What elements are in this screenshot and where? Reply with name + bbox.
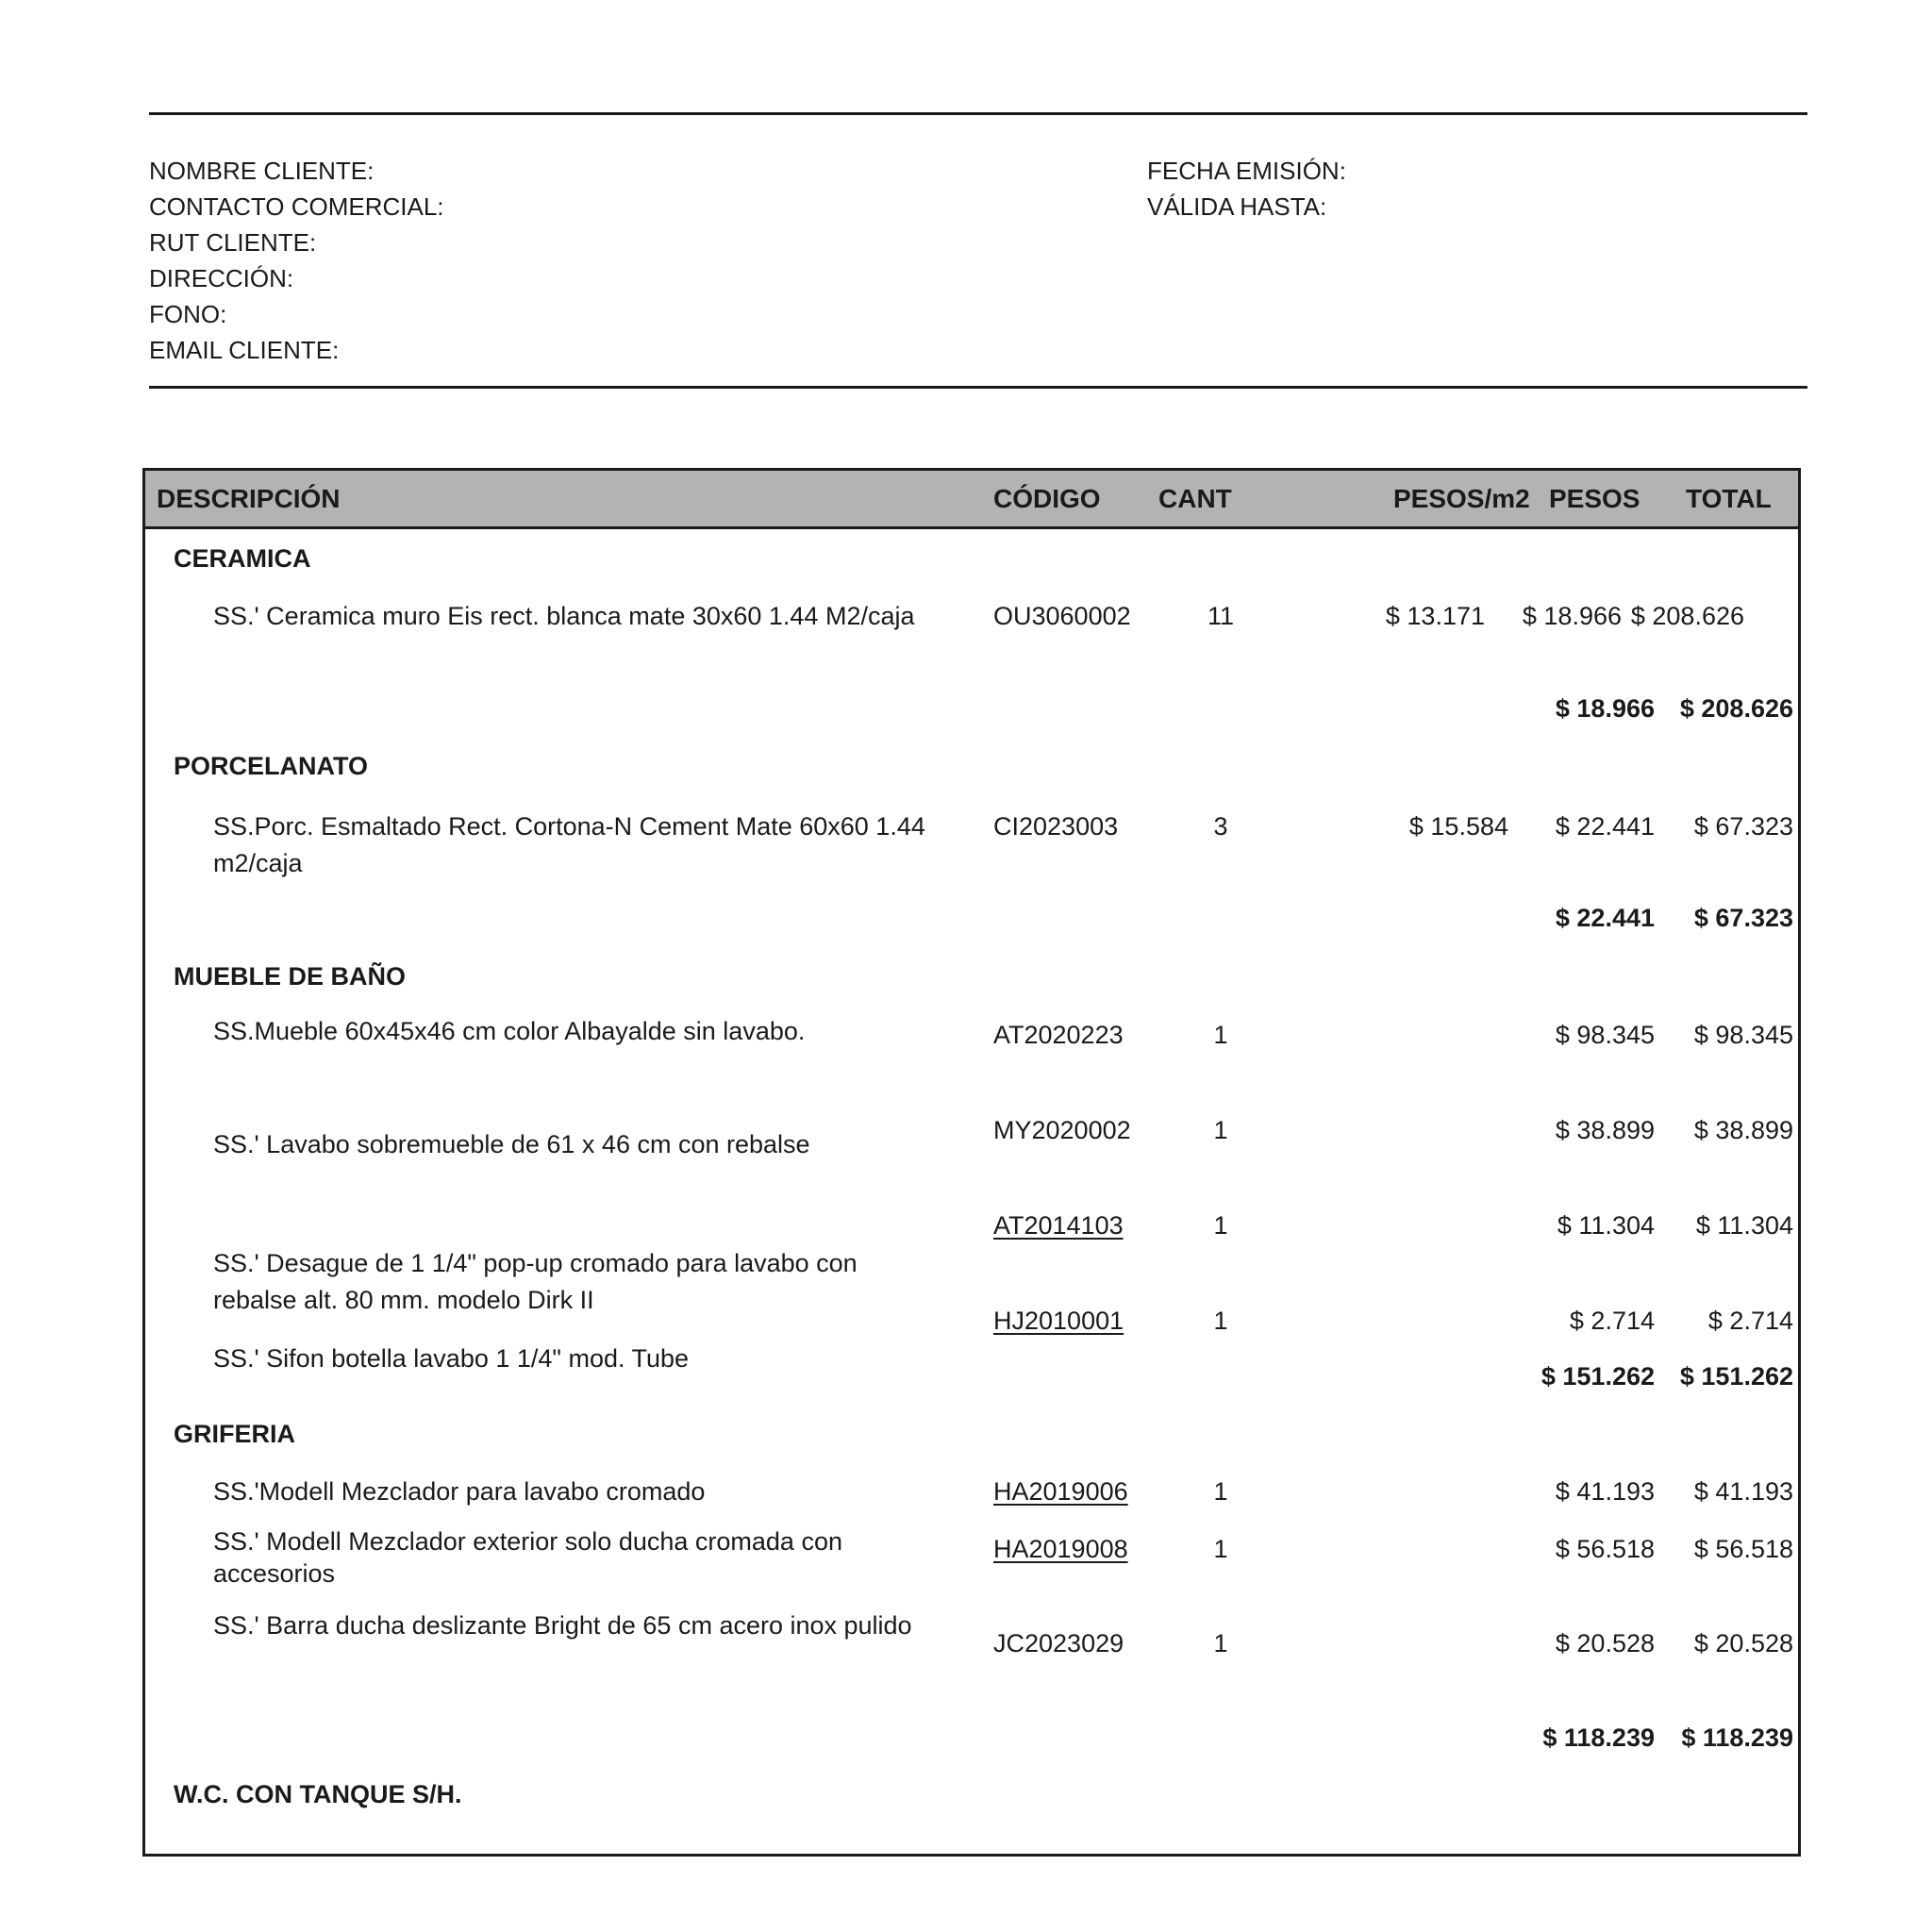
header-cant: CANT bbox=[1158, 484, 1232, 513]
item-code: CI2023003 bbox=[993, 812, 1119, 841]
item-qty: 1 bbox=[1213, 1116, 1228, 1144]
item-description-line: SS.' Modell Mezclador exterior solo ducha cromada con bbox=[213, 1527, 842, 1556]
top-divider bbox=[149, 112, 1807, 115]
item-total: $ 11.304 bbox=[1695, 1211, 1793, 1240]
item-description: SS.Mueble 60x45x46 cm color Albayalde sin lavabo. bbox=[213, 1017, 806, 1045]
item-price-m2: $ 15.584 bbox=[1408, 812, 1508, 841]
item-description: SS.' Ceramica muro Eis rect. blanca mate 30x60 1.44 M2/caja bbox=[213, 602, 915, 630]
item-qty: 1 bbox=[1213, 1307, 1228, 1335]
item-price: $ 2.714 bbox=[1569, 1307, 1655, 1335]
label-rut-cliente: RUT CLIENTE: bbox=[149, 228, 317, 257]
item-description-line: SS.Porc. Esmaltado Rect. Cortona-N Cement Mate 60x60 1.44 bbox=[213, 812, 925, 841]
table-header bbox=[145, 471, 1798, 529]
quote-table bbox=[142, 468, 1801, 1857]
item-code[interactable]: AT2014103 bbox=[993, 1211, 1124, 1240]
category-ceramica: CERAMICA bbox=[174, 544, 311, 573]
item-description bbox=[213, 1525, 968, 1590]
item-code: AT2020223 bbox=[993, 1021, 1124, 1049]
item-price: $ 18.966 bbox=[1522, 602, 1622, 630]
subtotal-price: $ 118.239 bbox=[1542, 1724, 1655, 1752]
item-total: $ 38.899 bbox=[1693, 1116, 1793, 1144]
client-info-left bbox=[149, 153, 444, 368]
header-total: TOTAL bbox=[1686, 484, 1772, 513]
label-fecha-emision: FECHA EMISIÓN: bbox=[1147, 157, 1346, 185]
item-total: $ 41.193 bbox=[1693, 1477, 1793, 1506]
item-qty: 1 bbox=[1213, 1211, 1228, 1240]
item-qty: 1 bbox=[1213, 1477, 1228, 1506]
item-description: SS.' Sifon botella lavabo 1 1/4" mod. Tube bbox=[213, 1344, 690, 1373]
subtotal-total: $ 208.626 bbox=[1679, 694, 1793, 723]
item-description: SS.'Modell Mezclador para lavabo cromado bbox=[213, 1477, 706, 1506]
header-pesos-m2: PESOS/m2 bbox=[1393, 484, 1530, 513]
item-code: JC2023029 bbox=[993, 1629, 1124, 1657]
subtotal-price: $ 18.966 bbox=[1555, 694, 1655, 723]
item-price: $ 22.441 bbox=[1555, 812, 1655, 841]
subtotal-total: $ 151.262 bbox=[1679, 1362, 1793, 1391]
item-code: MY2020002 bbox=[993, 1116, 1131, 1144]
item-total: $ 20.528 bbox=[1693, 1629, 1793, 1657]
item-price: $ 38.899 bbox=[1555, 1116, 1655, 1144]
category-porcelanato: PORCELANATO bbox=[174, 752, 369, 780]
label-fono: FONO: bbox=[149, 300, 227, 328]
item-qty: 1 bbox=[1213, 1629, 1228, 1657]
item-price: $ 56.518 bbox=[1555, 1535, 1655, 1563]
item-price: $ 11.304 bbox=[1557, 1211, 1655, 1240]
item-qty: 1 bbox=[1213, 1535, 1228, 1563]
item-total: $ 56.518 bbox=[1693, 1535, 1793, 1563]
item-qty: 1 bbox=[1213, 1021, 1228, 1049]
item-price: $ 41.193 bbox=[1555, 1477, 1655, 1506]
subtotal-price: $ 151.262 bbox=[1541, 1362, 1655, 1391]
label-valida-hasta: VÁLIDA HASTA: bbox=[1147, 192, 1327, 221]
header-pesos: PESOS bbox=[1549, 484, 1641, 513]
item-qty: 11 bbox=[1207, 602, 1235, 630]
subtotal-price: $ 22.441 bbox=[1555, 904, 1655, 932]
item-description: SS.' Barra ducha deslizante Bright de 65 cm acero inox pulido bbox=[213, 1611, 912, 1640]
item-code: OU3060002 bbox=[993, 602, 1131, 630]
item-description-line: m2/caja bbox=[213, 849, 303, 877]
category-griferia: GRIFERIA bbox=[174, 1420, 296, 1448]
category-mueble-de-bano: MUEBLE DE BAÑO bbox=[174, 962, 407, 991]
label-nombre-cliente: NOMBRE CLIENTE: bbox=[149, 157, 375, 185]
label-contacto-comercial: CONTACTO COMERCIAL: bbox=[149, 192, 444, 221]
item-code[interactable]: HA2019008 bbox=[993, 1535, 1128, 1563]
item-description: SS.' Lavabo sobremueble de 61 x 46 cm con rebalse bbox=[213, 1130, 810, 1158]
label-direccion: DIRECCIÓN: bbox=[149, 264, 294, 292]
item-code[interactable]: HA2019006 bbox=[993, 1477, 1128, 1506]
item-price-m2: $ 13.171 bbox=[1385, 602, 1485, 630]
item-total: $ 2.714 bbox=[1707, 1307, 1793, 1335]
item-description-line: accesorios bbox=[213, 1559, 336, 1588]
header-codigo: CÓDIGO bbox=[993, 484, 1101, 513]
item-qty: 3 bbox=[1213, 812, 1228, 841]
label-email-cliente: EMAIL CLIENTE: bbox=[149, 336, 340, 364]
subtotal-total: $ 118.239 bbox=[1681, 1724, 1793, 1752]
item-total: $ 208.626 bbox=[1630, 602, 1744, 630]
item-price: $ 20.528 bbox=[1555, 1629, 1655, 1657]
item-description bbox=[213, 808, 968, 882]
category-wc-con-tanque: W.C. CON TANQUE S/H. bbox=[174, 1780, 462, 1808]
item-price: $ 98.345 bbox=[1555, 1021, 1655, 1049]
item-code[interactable]: HJ2010001 bbox=[993, 1307, 1124, 1335]
client-info-right bbox=[1147, 153, 1346, 225]
item-description bbox=[213, 1245, 968, 1319]
item-description-line: rebalse alt. 80 mm. modelo Dirk II bbox=[213, 1286, 594, 1314]
item-total: $ 98.345 bbox=[1693, 1021, 1793, 1049]
info-divider bbox=[149, 386, 1807, 389]
subtotal-total: $ 67.323 bbox=[1693, 904, 1793, 932]
item-total: $ 67.323 bbox=[1693, 812, 1793, 841]
header-descripcion: DESCRIPCIÓN bbox=[157, 484, 341, 513]
item-description-line: SS.' Desague de 1 1/4" pop-up cromado para lavabo con bbox=[213, 1249, 858, 1277]
